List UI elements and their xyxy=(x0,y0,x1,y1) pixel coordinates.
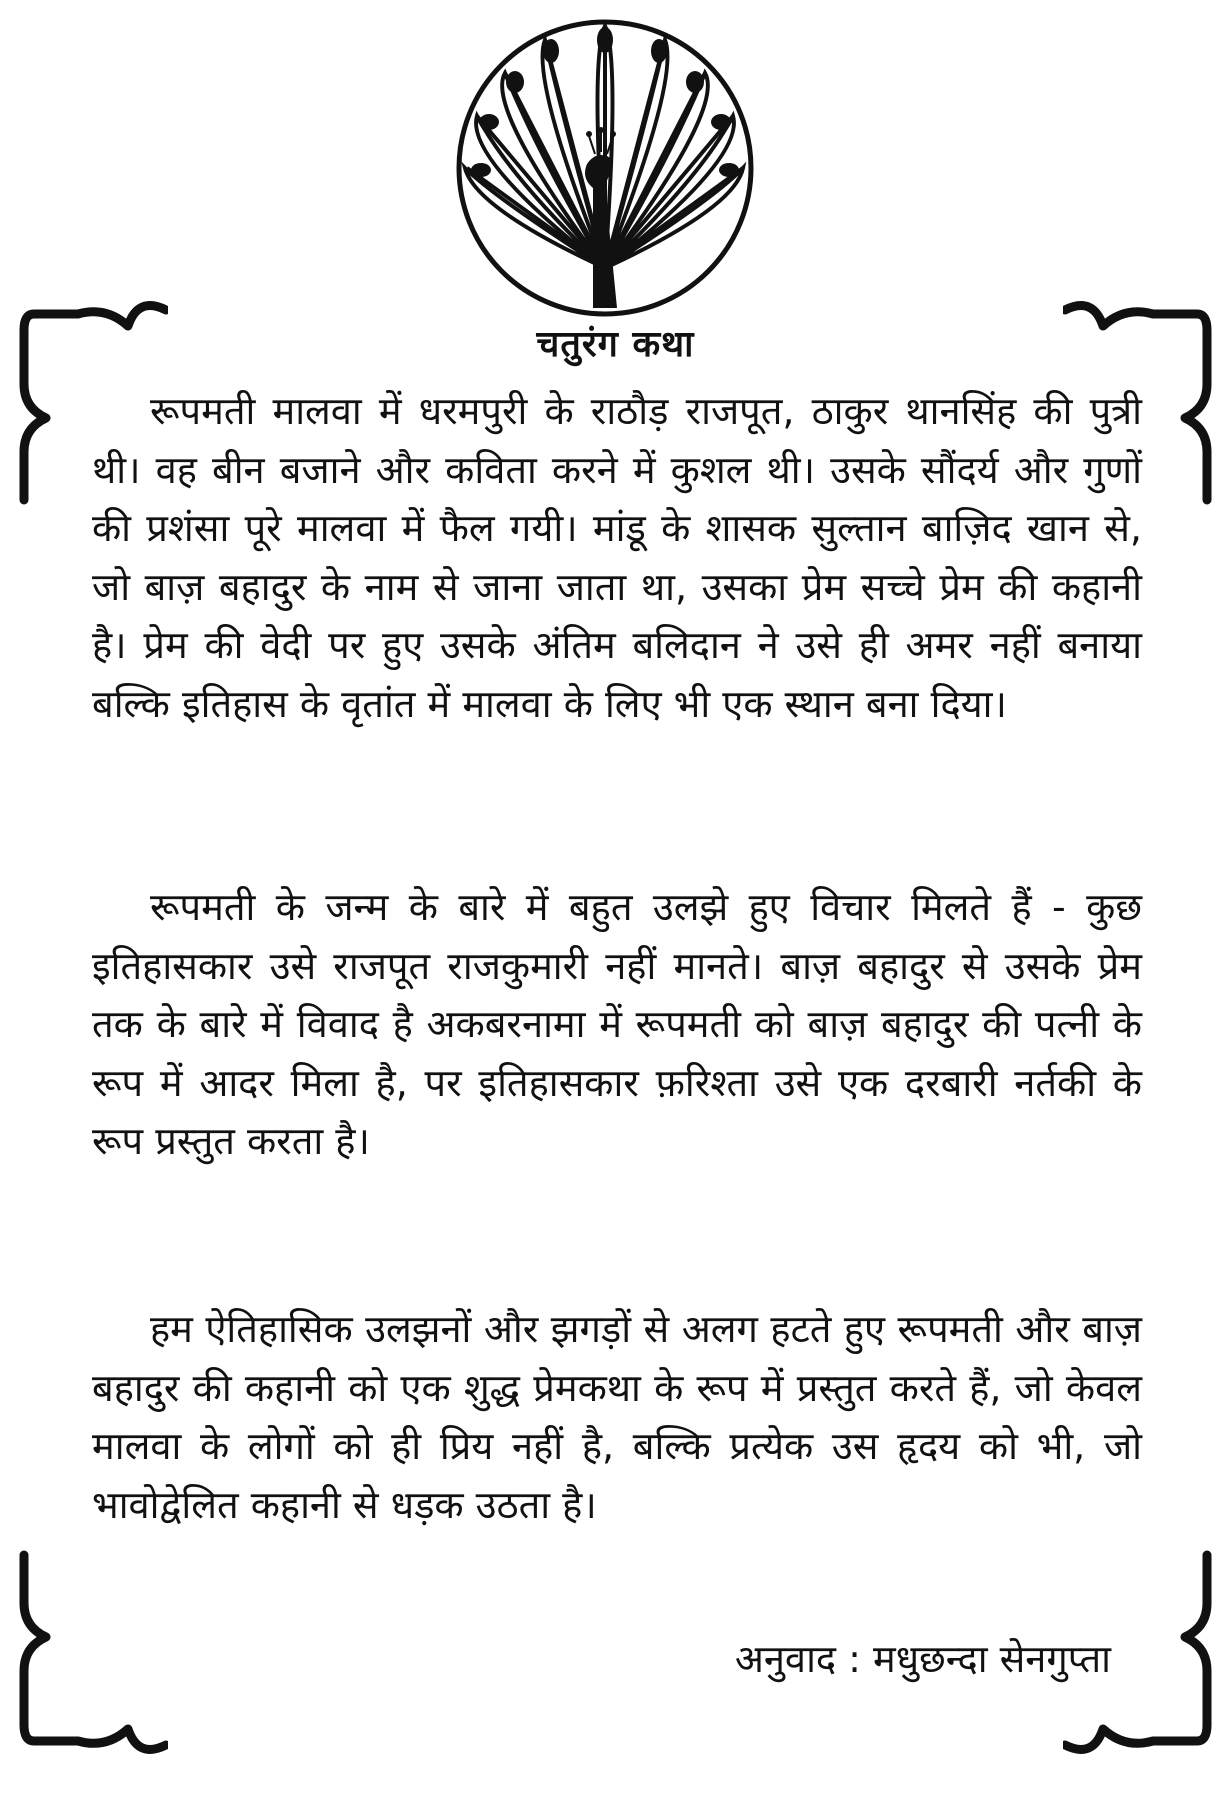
paragraph-2-block xyxy=(92,878,1142,1171)
paragraph-3-block xyxy=(92,1300,1142,1534)
paragraph-2: रूपमती के जन्म के बारे में बहुत उलझे हुए विचार मिलते हैं - कुछ इतिहासकार उसे राजपूत राजकुमारी नहीं मानते। बाज़ बहादुर से उसके प्रेम तक के बारे में विवाद है अकबरनामा में रूपमती को बाज़ बहादुर की पत्नी के रूप में आदर मिला है, पर इतिहासकार फ़रिश्ता उसे एक दरबारी नर्तकी के रूप प्रस्तुत करता है। xyxy=(92,885,1142,1163)
paragraph-1: रूपमती मालवा में धरमपुरी के राठौड़ राजपूत, ठाकुर थानसिंह की पुत्री थी। वह बीन बजाने और कविता करने में कुशल थी। उसके सौंदर्य और गुणों की प्रशंसा पूरे मालवा में फैल गयी। मांडू के शासक सुल्तान बाज़िद खान से, जो बाज़ बहादुर के नाम से जाना जाता था, उसका प्रेम सच्चे प्रेम की कहानी है। प्रेम की वेदी पर हुए उसके अंतिम बलिदान ने उसे ही अमर नहीं बनाया बल्कि इतिहास के वृतांत में मालवा के लिए भी एक स्थान बना दिया। xyxy=(92,389,1142,726)
paragraph-3: हम ऐतिहासिक उलझनों और झगड़ों से अलग हटते हुए रूपमती और बाज़ बहादुर की कहानी को एक शुद्ध प्रेमकथा के रूप में प्रस्तुत करते हैं, जो केवल मालवा के लोगों को ही प्रिय नहीं है, बल्कि प्रत्येक उस हृदय को भी, जो भावोद्वेलित कहानी से धड़क उठता है। xyxy=(92,1307,1142,1527)
translator-credit: अनुवाद : मधुछन्दा सेनगुप्ता xyxy=(734,1637,1111,1681)
ornamental-corner-bottom-left-icon xyxy=(18,1545,168,1755)
paragraph-1-block xyxy=(92,382,1142,733)
peacock-emblem-icon xyxy=(455,18,755,318)
page-title: चतुरंग कथा xyxy=(536,324,695,365)
